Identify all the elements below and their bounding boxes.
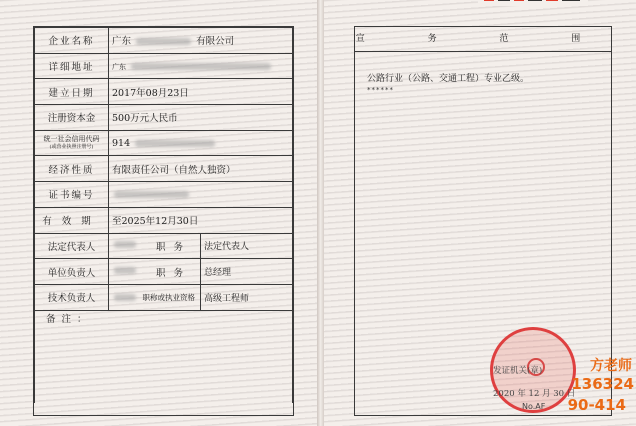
- scope-text: 公路行业（公路、交通工程）专业乙级。: [367, 74, 530, 84]
- table-row: [35, 130, 293, 156]
- valid-until: 至2025年12月30日: [109, 207, 293, 233]
- role-value: 法定代表人: [201, 233, 293, 259]
- watermark-line: 136324: [571, 375, 634, 393]
- established-date: 2017年08月23日: [109, 79, 293, 105]
- redacted-text: [136, 38, 191, 45]
- company-name-prefix: 广东: [112, 36, 132, 48]
- company-info-table: [33, 26, 294, 416]
- redacted-text: [114, 267, 136, 274]
- redacted-text: [114, 241, 136, 248]
- table-row: [35, 53, 293, 79]
- row-label: 企业名称: [35, 28, 109, 54]
- role-value: 高级工程师: [201, 284, 293, 310]
- table-row: [35, 259, 293, 285]
- registered-capital: 500万元人民币: [109, 105, 293, 131]
- row-label: 单位负责人: [35, 259, 109, 285]
- row-label: 证书编号: [35, 182, 109, 208]
- row-label: 建立日期: [35, 79, 109, 105]
- row-label: 注册资本金: [35, 105, 109, 131]
- row-label: 详细地址: [35, 53, 109, 79]
- remark-label: 备注：: [46, 313, 93, 325]
- table-row: [35, 207, 293, 233]
- scope-stars: ******: [367, 86, 394, 94]
- page-fold: [317, 0, 324, 426]
- watermark-line: 方老师: [590, 358, 632, 374]
- row-label: 有效期: [35, 207, 109, 233]
- table-row: [35, 156, 293, 182]
- role-label: 职务: [155, 241, 191, 253]
- row-label: 经济性质: [35, 156, 109, 182]
- address-value: 广东: [112, 62, 126, 71]
- watermark-line: 90-414: [567, 396, 626, 414]
- company-name-suffix: 有限公司: [196, 36, 235, 48]
- row-label: 统一社会信用代码: [43, 135, 100, 144]
- role-label: 职称或执业资格: [142, 292, 195, 302]
- top-logo: [478, 0, 588, 6]
- row-label: 法定代表人: [35, 233, 109, 259]
- issuer-label: 发证机关(章): [493, 366, 543, 376]
- table-row: [35, 28, 293, 54]
- redacted-text: [114, 294, 136, 301]
- table-row: [35, 105, 293, 131]
- credit-code-value: 914: [112, 137, 131, 149]
- table-row: [35, 182, 293, 208]
- table-row: [35, 233, 293, 259]
- table-row: [35, 284, 293, 310]
- issue-date: 2020 年 12 月 30 日: [493, 389, 576, 399]
- role-label: 职务: [155, 267, 191, 279]
- table-row: [35, 79, 293, 105]
- row-label: 技术负责人: [35, 284, 109, 310]
- redacted-text: [131, 63, 271, 70]
- redacted-text: [135, 140, 215, 147]
- role-value: 总经理: [201, 259, 293, 285]
- table-row: [35, 310, 293, 403]
- economic-nature: 有限责任公司（自然人独资）: [109, 156, 293, 182]
- scope-header: 宣 务 范 围: [355, 27, 611, 52]
- redacted-text: [114, 191, 189, 198]
- cert-serial: No.AF: [522, 402, 546, 411]
- row-sublabel: (或营业执照注册号): [49, 144, 94, 151]
